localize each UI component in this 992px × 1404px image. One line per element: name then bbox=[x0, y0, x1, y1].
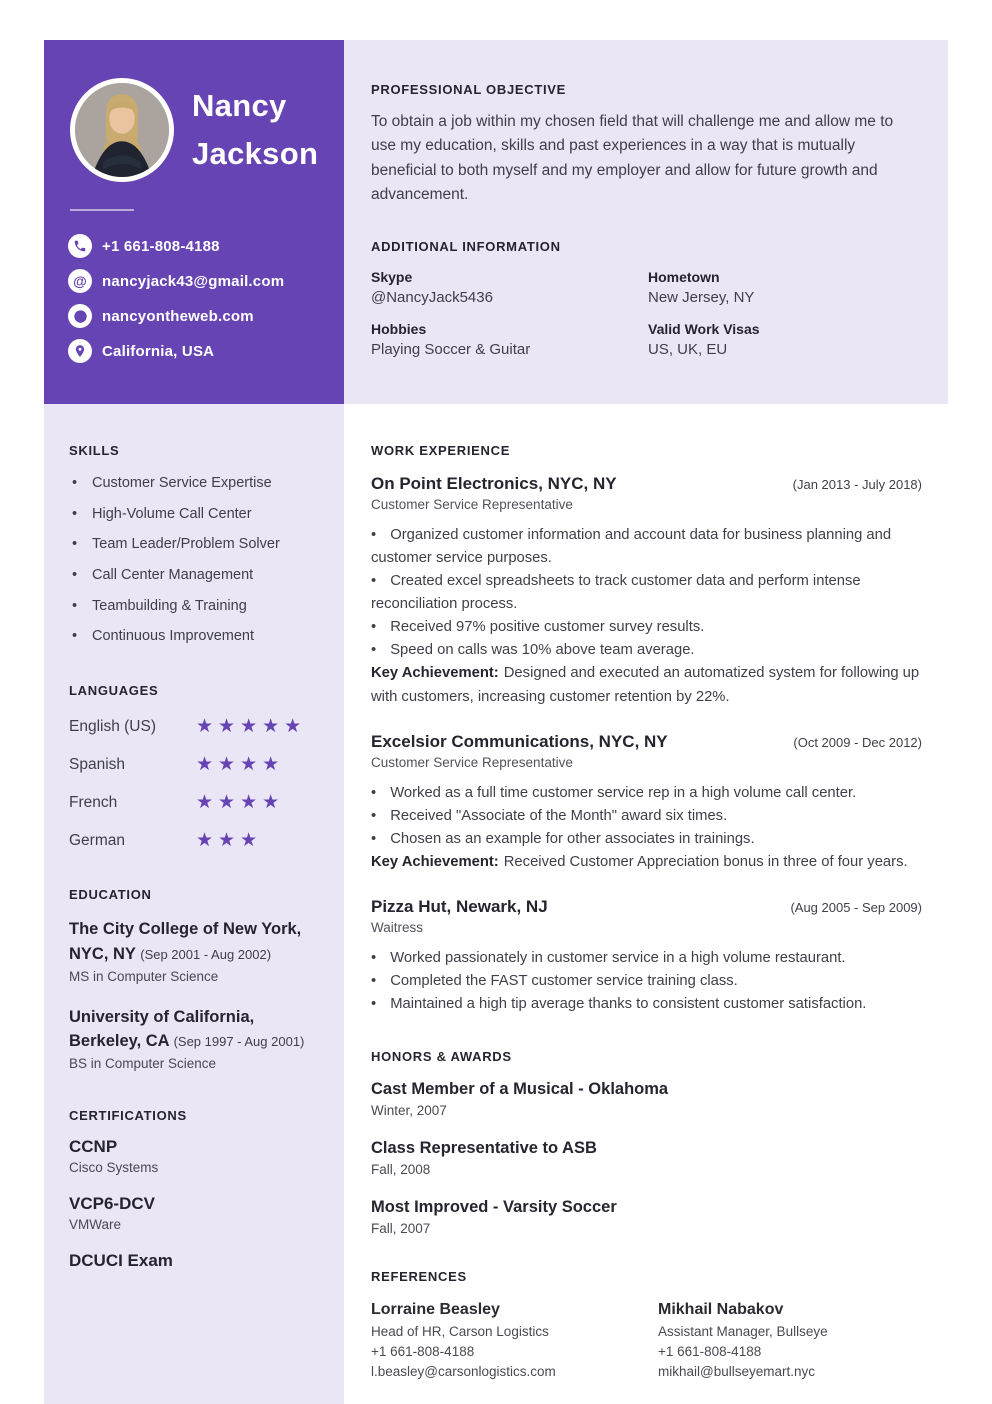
education-item bbox=[69, 917, 326, 984]
job-bullet: • Completed the FAST customer service training class. bbox=[371, 970, 922, 993]
language-name: Spanish bbox=[69, 755, 126, 773]
honor-date: Winter, 2007 bbox=[371, 1103, 447, 1119]
globe-icon bbox=[68, 304, 92, 328]
star-rating-icon: ★★★★ bbox=[196, 754, 285, 776]
header-panel bbox=[344, 40, 948, 404]
section-heading-objective: PROFESSIONAL OBJECTIVE bbox=[371, 82, 567, 97]
certification-item bbox=[69, 1137, 326, 1175]
education-dates: (Sep 2001 - Aug 2002) bbox=[140, 946, 272, 962]
language-row bbox=[69, 755, 326, 774]
language-row bbox=[69, 717, 326, 736]
additional-info-label: Valid Work Visas bbox=[648, 320, 760, 337]
job-dates: (Oct 2009 - Dec 2012) bbox=[793, 734, 922, 750]
job-header bbox=[371, 732, 922, 752]
job-role: Waitress bbox=[371, 919, 424, 935]
additional-info-grid bbox=[371, 269, 918, 358]
reference-item bbox=[658, 1301, 922, 1379]
reference-email[interactable]: mikhail@bullseyemart.nyc bbox=[658, 1364, 816, 1380]
honor-item bbox=[371, 1198, 922, 1236]
contact-row[interactable] bbox=[68, 304, 344, 328]
additional-info-item bbox=[371, 269, 648, 306]
name-divider bbox=[70, 209, 134, 211]
certification-name: VCP6-DCV bbox=[69, 1194, 155, 1214]
certification-item bbox=[69, 1251, 326, 1271]
profile-photo bbox=[70, 78, 174, 182]
contact-text: +1 661-808-4188 bbox=[102, 237, 220, 255]
education-dates: (Sep 1997 - Aug 2001) bbox=[173, 1034, 305, 1050]
objective-text: To obtain a job within my chosen field that will challenge me and allow me to use my education, skills and past experiences in a way that is mutually beneficial to both myself and my employer and allow for future growth and advancement. bbox=[371, 113, 894, 204]
section-heading-languages: LANGUAGES bbox=[69, 683, 159, 699]
reference-phone: +1 661-808-4188 bbox=[371, 1344, 475, 1360]
honor-title: Most Improved - Varsity Soccer bbox=[371, 1198, 617, 1217]
reference-name: Mikhail Nabakov bbox=[658, 1301, 784, 1319]
contact-row[interactable] bbox=[68, 234, 344, 258]
additional-info-item bbox=[371, 321, 648, 358]
certification-name: CCNP bbox=[69, 1137, 118, 1157]
honors-list bbox=[371, 1080, 922, 1236]
job-company: Excelsior Communications, NYC, NY bbox=[371, 731, 668, 751]
contact-row[interactable] bbox=[68, 339, 344, 363]
additional-info-item bbox=[648, 269, 918, 306]
certification-item bbox=[69, 1194, 326, 1232]
honor-date: Fall, 2007 bbox=[371, 1221, 431, 1237]
job-bullet: • Created excel spreadsheets to track customer data and perform intense reconciliation process. bbox=[371, 570, 922, 616]
job-entry bbox=[371, 732, 922, 874]
skill-item: • Customer Service Expertise bbox=[69, 475, 326, 493]
job-role: Customer Service Representative bbox=[371, 754, 573, 770]
email-icon: @ bbox=[68, 269, 92, 293]
certification-name: DCUCI Exam bbox=[69, 1251, 173, 1271]
job-bullet: • Speed on calls was 10% above team average. bbox=[371, 639, 922, 662]
star-rating-icon: ★★★★★ bbox=[196, 716, 307, 738]
additional-info-value: @NancyJack5436 bbox=[371, 288, 493, 306]
section-heading-references: REFERENCES bbox=[371, 1269, 467, 1285]
section-heading-additional-info: ADDITIONAL INFORMATION bbox=[371, 238, 561, 254]
section-heading-education: EDUCATION bbox=[69, 887, 152, 903]
education-school bbox=[69, 917, 326, 967]
reference-role: Assistant Manager, Bullseye bbox=[658, 1324, 828, 1340]
job-bullet: • Organized customer information and account data for business planning and customer service purposes. bbox=[371, 524, 922, 570]
additional-info-label: Skype bbox=[371, 268, 413, 285]
additional-info-label: Hobbies bbox=[371, 320, 427, 337]
certification-issuer-text: Cisco Systems bbox=[69, 1160, 159, 1176]
certification-issuer bbox=[69, 1217, 326, 1232]
key-achievement-label: Key Achievement: bbox=[371, 665, 499, 682]
job-entry bbox=[371, 897, 922, 1016]
skills-list bbox=[69, 475, 326, 646]
section-heading-skills: SKILLS bbox=[69, 443, 120, 458]
honor-title: Class Representative to ASB bbox=[371, 1139, 597, 1158]
reference-name: Lorraine Beasley bbox=[371, 1301, 500, 1319]
honor-item bbox=[371, 1080, 922, 1118]
job-bullets bbox=[371, 782, 922, 851]
sidebar-header-panel bbox=[44, 40, 344, 404]
job-dates: (Jan 2013 - July 2018) bbox=[792, 477, 922, 492]
contact-row[interactable] bbox=[68, 269, 344, 293]
reference-role: Head of HR, Carson Logistics bbox=[371, 1324, 549, 1340]
contact-list bbox=[44, 234, 344, 363]
job-header bbox=[371, 897, 922, 917]
certification-issuer-text: VMWare bbox=[69, 1217, 122, 1233]
job-bullet: • Worked as a full time customer service rep in a high volume call center. bbox=[371, 782, 922, 805]
job-bullet: • Worked passionately in customer service in a high volume restaurant. bbox=[371, 947, 922, 970]
job-bullet: • Maintained a high tip average thanks to consistent customer satisfaction. bbox=[371, 993, 922, 1016]
job-role: Customer Service Representative bbox=[371, 497, 573, 512]
skill-item: • Call Center Management bbox=[69, 567, 326, 585]
resume-page bbox=[44, 40, 948, 1404]
additional-info-value: New Jersey, NY bbox=[648, 288, 755, 306]
person-first-name: Nancy bbox=[192, 87, 287, 123]
section-heading-certifications: CERTIFICATIONS bbox=[69, 1108, 187, 1124]
reference-phone: +1 661-808-4188 bbox=[658, 1344, 762, 1360]
education-school-name: The City College of New York, NYC, NY bbox=[69, 920, 302, 963]
references-list bbox=[371, 1301, 922, 1379]
education-list bbox=[69, 917, 326, 1071]
jobs-list bbox=[371, 474, 922, 1016]
phone-icon bbox=[68, 234, 92, 258]
certification-issuer bbox=[69, 1160, 326, 1175]
job-key-achievement bbox=[371, 662, 922, 708]
job-dates: (Aug 2005 - Sep 2009) bbox=[790, 899, 922, 915]
job-header bbox=[371, 474, 922, 494]
language-name: French bbox=[69, 793, 118, 811]
section-heading-work-experience: WORK EXPERIENCE bbox=[371, 443, 511, 458]
language-name: German bbox=[69, 831, 125, 849]
job-company: On Point Electronics, NYC, NY bbox=[371, 474, 617, 493]
job-key-achievement bbox=[371, 851, 922, 874]
additional-info-value: US, UK, EU bbox=[648, 340, 728, 358]
skill-item: • Team Leader/Problem Solver bbox=[69, 536, 326, 554]
main-panel bbox=[344, 404, 948, 1404]
honor-item bbox=[371, 1139, 922, 1177]
reference-item bbox=[371, 1301, 658, 1379]
honor-title: Cast Member of a Musical - Oklahoma bbox=[371, 1080, 669, 1099]
job-bullet: • Received "Associate of the Month" award six times. bbox=[371, 805, 922, 828]
skill-item: • High-Volume Call Center bbox=[69, 506, 326, 524]
additional-info-item bbox=[648, 321, 918, 358]
languages-list bbox=[69, 717, 326, 850]
location-icon bbox=[68, 339, 92, 363]
job-bullet: • Received 97% positive customer survey results. bbox=[371, 616, 922, 639]
job-company: Pizza Hut, Newark, NJ bbox=[371, 896, 548, 916]
reference-email[interactable]: l.beasley@carsonlogistics.com bbox=[371, 1364, 556, 1380]
skill-item: • Teambuilding & Training bbox=[69, 598, 326, 616]
star-rating-icon: ★★★★ bbox=[196, 792, 285, 814]
contact-text: nancyjack43@gmail.com bbox=[102, 272, 285, 290]
additional-info-value: Playing Soccer & Guitar bbox=[371, 340, 531, 358]
job-bullet: • Chosen as an example for other associates in trainings. bbox=[371, 828, 922, 851]
profile-block bbox=[44, 40, 344, 182]
person-last-name: Jackson bbox=[192, 136, 319, 171]
job-entry bbox=[371, 474, 922, 709]
language-row bbox=[69, 831, 326, 850]
skill-item: • Continuous Improvement bbox=[69, 628, 326, 646]
education-school-name: University of California, Berkeley, CA bbox=[69, 1007, 255, 1051]
job-bullets bbox=[371, 524, 922, 662]
sidebar-panel bbox=[44, 404, 344, 1404]
profile-photo-image bbox=[75, 83, 169, 177]
contact-text: nancyontheweb.com bbox=[102, 307, 254, 325]
additional-info-label: Hometown bbox=[648, 268, 720, 285]
star-rating-icon: ★★★ bbox=[196, 830, 263, 852]
education-item bbox=[69, 1005, 326, 1072]
job-bullets bbox=[371, 947, 922, 1016]
contact-text: California, USA bbox=[102, 342, 215, 360]
section-heading-honors: HONORS & AWARDS bbox=[371, 1049, 512, 1065]
honor-date: Fall, 2008 bbox=[371, 1162, 431, 1178]
person-name bbox=[192, 82, 318, 178]
language-row bbox=[69, 793, 326, 812]
education-degree: BS in Computer Science bbox=[69, 1056, 217, 1072]
key-achievement-text: Designed and executed an automatized system for following up with customers, increasing customer retention by 22%. bbox=[371, 665, 920, 705]
education-degree: MS in Computer Science bbox=[69, 968, 219, 984]
key-achievement-text: Received Customer Appreciation bonus in three of four years. bbox=[503, 853, 908, 870]
key-achievement-label: Key Achievement: bbox=[371, 853, 499, 870]
language-name: English (US) bbox=[69, 717, 156, 735]
certifications-list bbox=[69, 1137, 326, 1271]
education-school bbox=[69, 1005, 326, 1055]
